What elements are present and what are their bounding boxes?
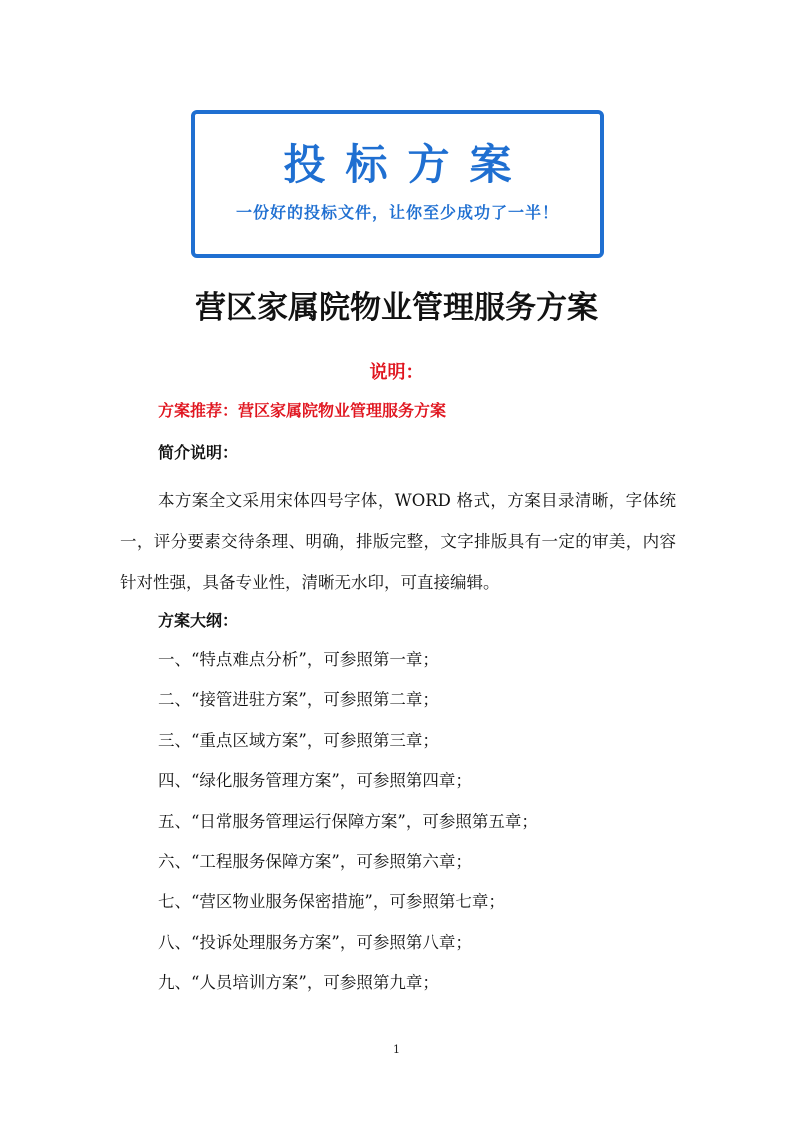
outline-item: 八、“投诉处理服务方案”，可参照第八章；	[158, 932, 472, 952]
document-title: 营区家属院物业管理服务方案	[195, 290, 598, 326]
intro-heading: 简介说明：	[158, 443, 239, 462]
recommend-line: 方案推荐：营区家属院物业管理服务方案	[158, 401, 447, 420]
banner-title: 投标方案	[283, 140, 532, 189]
outline-item: 九、“人员培训方案”，可参照第九章；	[158, 973, 439, 993]
intro-paragraph: 本方案全文采用宋体四号字体，WORD 格式，方案目录清晰，字体统一，评分要素交待条理、明确，排版完整，文字排版具有一定的审美，内容针对性强，具备专业性，清晰无水印，可直接编辑。	[120, 491, 676, 592]
outline-item: 七、“营区物业服务保密措施”，可参照第七章；	[158, 892, 505, 912]
outline-item: 二、“接管进驻方案”，可参照第二章；	[158, 690, 439, 710]
outline-item: 三、“重点区域方案”，可参照第三章；	[158, 730, 439, 750]
outline-item: 六、“工程服务保障方案”，可参照第六章；	[158, 851, 472, 871]
outline-item: 五、“日常服务管理运行保障方案”，可参照第五章；	[158, 811, 538, 831]
banner-slogan: 一份好的投标文件，让你至少成功了一半！	[235, 203, 559, 222]
banner-box	[191, 110, 604, 258]
outline-list	[158, 646, 538, 1010]
outline-item: 四、“绿化服务管理方案”，可参照第四章；	[158, 771, 472, 791]
outline-item: 一、“特点难点分析”，可参照第一章；	[158, 650, 439, 669]
note-heading: 说明：	[369, 362, 424, 383]
page-number: 1	[393, 1043, 400, 1056]
outline-heading: 方案大纲：	[158, 611, 239, 630]
